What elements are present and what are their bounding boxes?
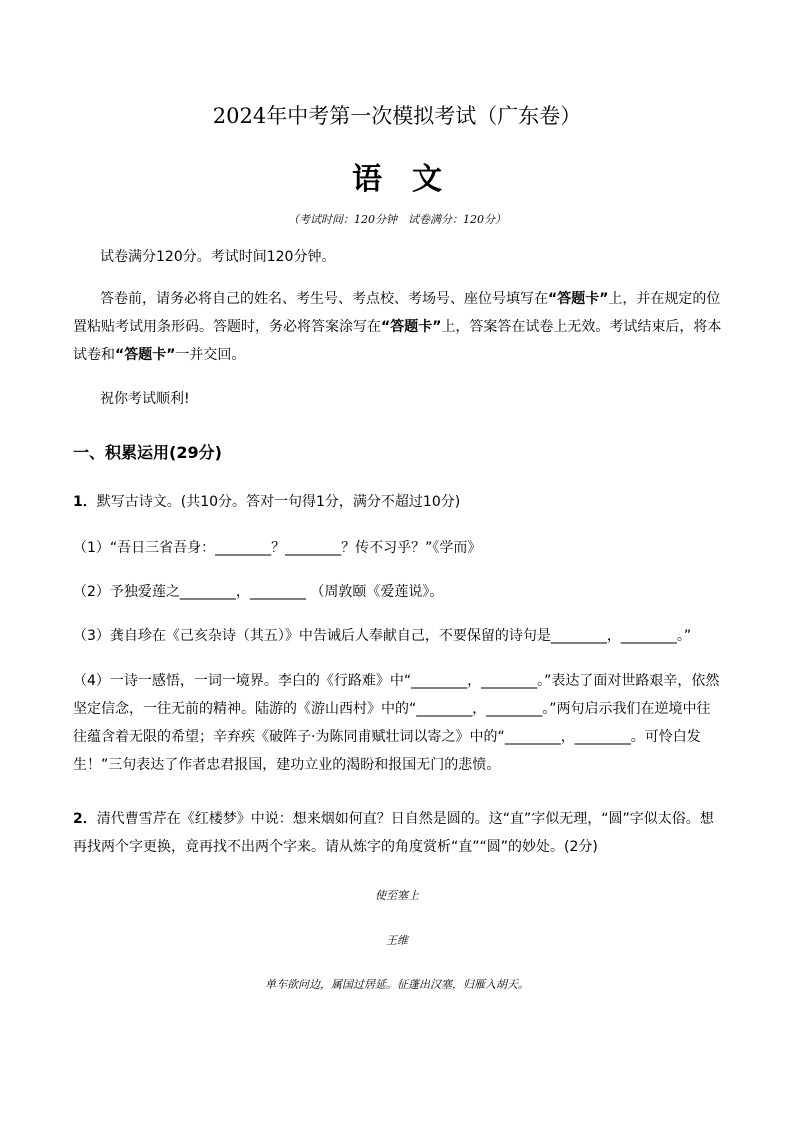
question-1-1 [73, 534, 723, 562]
question-text: 清代曹雪芹在《红楼梦》中说：想来烟如何直？日自然是圆的。这“直”字似无理，“圆”字似太俗。想再找两个字更换，竟再找不出两个字来。请从炼字的角度赏析“直”“圆”的妙处。(2分) [73, 811, 714, 855]
question-1 [73, 488, 723, 516]
intro-text-2g: 一并交回。 [175, 347, 246, 363]
sub-question-text: （3）龚自珍在《己亥杂诗（其五）》中告诫后人奉献自己，不要保留的诗句是________，________。” [73, 628, 692, 644]
answer-card-term: “答题卡” [115, 347, 176, 363]
intro-text-2c: 上，并在规定的位置粘贴考试用条形码。答题时，务必将答案涂写在 [73, 291, 721, 335]
question-1-4 [73, 667, 723, 779]
answer-card-term: “答题卡” [381, 319, 442, 335]
question-1-2 [73, 578, 723, 606]
question-1-3 [73, 622, 723, 650]
poem-line: 单车欲问边，属国过居延。征蓬出汉塞，归雁入胡天。 [265, 978, 529, 991]
intro-text-3: 祝你考试顺利! [100, 391, 190, 407]
question-text: 默写古诗文。(共10分。答对一句得1分，满分不超过10分) [96, 494, 461, 510]
poem-author: 王维 [386, 934, 408, 947]
sub-question-text: （1）“吾日三省吾身：________？________？传不习乎？”《学而》 [73, 540, 482, 556]
intro-text-2a: 答卷前，请务必将自己的姓名、考生号、考点校、考场号、座位号填写在 [100, 291, 548, 307]
sub-question-text: （2）予独爱莲之________，________ （周敦颐《爱莲说》。 [73, 584, 444, 600]
subject-title: 语文 [352, 162, 472, 197]
exam-title: 2024年中考第一次模拟考试（广东卷） [212, 104, 582, 128]
question-number: 1． [73, 494, 97, 510]
intro-paragraph-1 [73, 243, 723, 271]
answer-card-term: “答题卡” [548, 291, 609, 307]
sub-question-text: （4）一诗一感悟，一词一境界。李白的《行路难》中“________，________。”表达了面对世路艰辛，依然坚定信念，一往无前的精神。陆游的《游山西村》中的“________，________。”两句启示我们在逆境中往往蕴含着无限的希望；辛弃疾《破阵子·为陈同甫赋壮词以寄之》中的“________，________。可怜白发生！”三句表达了作者忠君报国，建功立业的渴盼和报国无门的悲愤。 [73, 673, 720, 773]
intro-paragraph-3 [73, 385, 723, 413]
intro-paragraph-2 [73, 285, 723, 369]
intro-text-1: 试卷满分120分。考试时间120分钟。 [100, 249, 336, 265]
exam-info: （考试时间：120分钟 试卷满分：120分） [288, 213, 506, 226]
section-heading: 一、积累运用(29分) [73, 443, 222, 462]
question-number: 2． [73, 811, 97, 827]
poem-title: 使至塞上 [375, 889, 419, 902]
question-2 [73, 805, 723, 861]
intro-text-2e: 上，答案答在试卷上无效。考试结束后，将本试卷和 [73, 319, 722, 363]
